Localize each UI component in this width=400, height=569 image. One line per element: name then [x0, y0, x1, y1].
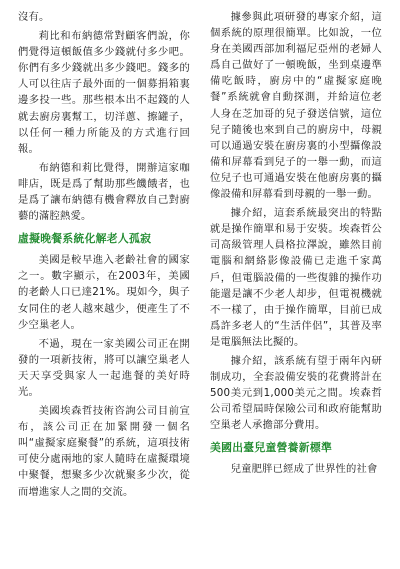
paragraph: 據參與此項研發的專家介紹，這個系統的原理很簡單。比如說，一位身在美國西部加利福尼亞州的老婦人爲自己做好了一頓晚飯，坐到桌邊準備吃飯時，廚房中的“虛擬家庭晚餐”系統就會自動探測，并給這位老人身在芝加哥的兒子發送信號，這位兒子隨後也來到自己的廚房中，母親可以通過安裝在廚房裏的小型攝像設備和屏幕看到兒子的一舉一動，而這位兒子也可通過安裝在他廚房裏的攝像設備和屏幕看到母親的一舉一動。 [210, 11, 382, 201]
paragraph: 布納德和莉比覺得，開辦這家咖啡店，既是爲了幫助那些饑餓者，也是爲了讓布納德有機會釋放自己對廚藝的滿腔熱愛。 [18, 161, 190, 223]
section-heading: 美國出臺兒童營養新標準 [210, 441, 333, 455]
section-heading: 虛擬晚餐系統化解老人孤寂 [18, 232, 152, 246]
paragraph: 沒有。 [18, 11, 50, 23]
paragraph: 不過，現在一家美國公司正在開發的一項新技術，將可以讓空巢老人天天享受與家人一起進餐的美好時光。 [18, 337, 190, 398]
paragraph: 兒童肥胖已經成了世界性的社會 [230, 463, 378, 476]
paragraph: 莉比和布納德常對顧客們說，你們覺得這頓飯值多少錢就付多少吧。你們有多少錢就出多少錢吧。錢多的人可以往店子最外面的一個募捐箱裏邊多投一些。那些根本出不起錢的人就去廚房裏幫工，切洋蔥、擦罐子，以任何一種力所能及的方式進行回報。 [18, 30, 190, 155]
right-column [210, 9, 382, 478]
left-column [18, 9, 190, 500]
paragraph: 美國埃森哲技術咨詢公司目前宣布，該公司正在加緊開發一個名叫“虛擬家庭聚餐”的系統，這項技術可使分處兩地的家人隨時在虛擬環境中聚餐，想聚多少次就聚多少次，從而增進家人之間的交流。 [18, 405, 190, 498]
paragraph: 據介紹，這套系統最突出的特點就是操作簡單和易于安裝。埃森哲公司高級管理人員格拉澤說，雖然目前電腦和網絡影像設備已走進千家萬戶，但電腦設備的一些復雜的操作功能還是讓不少老人却步，但電視機就不一樣了，由于操作簡單，目前已成爲許多老人的“生活伴侶”，其普及率是電腦無法比擬的。 [210, 207, 382, 348]
paragraph: 美國是較早進入老齡社會的國家之一。數字顯示，在2003年，美國的老齡人口已達21%。現如今，與子女同住的老人越來越少，便產生了不少空巢老人。 [18, 254, 190, 331]
paragraph: 據介紹，該系統有望于兩年內研制成功，全套設備安裝的花費將計在500美元到1,000美元之間。埃森哲公司希望屆時保險公司和政府能幫助空巢老人承擔部分費用。 [210, 354, 382, 432]
